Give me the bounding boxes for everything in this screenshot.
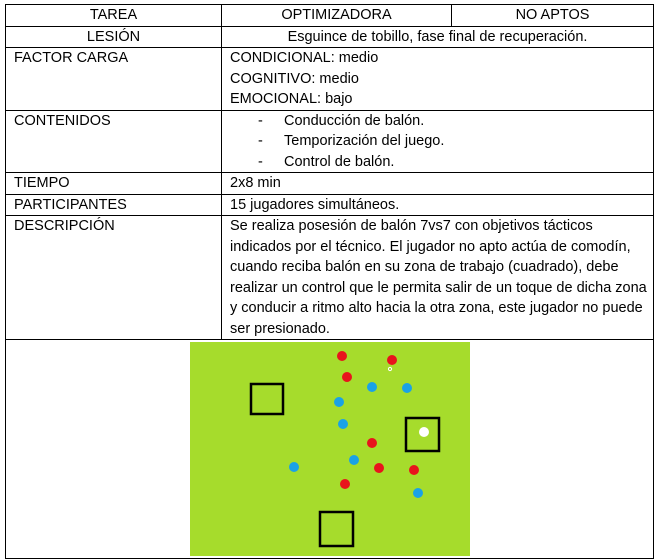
player-red (409, 465, 419, 475)
contenidos-list (230, 111, 653, 173)
player-blue (367, 382, 377, 392)
player-red (374, 463, 384, 473)
ball (419, 427, 429, 437)
header-row (6, 5, 654, 27)
factor-carga-label: FACTOR CARGA (6, 48, 222, 111)
pitch-field (190, 342, 470, 556)
list-item (258, 152, 653, 173)
lesion-value: Esguince de tobillo, fase final de recuperación. (222, 26, 654, 48)
task-sheet (5, 4, 654, 559)
player-red (342, 372, 352, 382)
participantes-value: 15 jugadores simultáneos. (222, 194, 654, 216)
contenidos-label: CONTENIDOS (6, 110, 222, 173)
task-type: OPTIMIZADORA (222, 5, 452, 27)
player-blue (402, 383, 412, 393)
player-blue (349, 455, 359, 465)
player-red (340, 479, 350, 489)
bullet-dash: - (258, 133, 263, 149)
factor-carga-values (222, 48, 654, 111)
tiempo-row (6, 173, 654, 195)
player-blue (289, 462, 299, 472)
tiempo-label: TIEMPO (6, 173, 222, 195)
descripcion-value: Se realiza posesión de balón 7vs7 con objetivos tácticos indicados por el técnico. El jugador no apto actúa de comodín, cuando reciba balón en su zona de trabajo (cuadrado), debe realizar un control que le permita salir de un toque de dicha zona y conducir a ritmo alto hacia la otra zona, este jugador no puede ser presionado. (222, 216, 654, 340)
player-red (367, 438, 377, 448)
diagram-row (6, 340, 654, 559)
diagram-cell (6, 340, 654, 559)
bullet-dash: - (258, 112, 263, 129)
list-item (258, 131, 653, 152)
contenido-text: Control de balón. (284, 153, 395, 170)
lesion-label: LESIÓN (6, 26, 222, 48)
contenidos-row (6, 110, 654, 173)
factor-condicional: CONDICIONAL: medio (230, 50, 379, 66)
player-blue (334, 397, 344, 407)
descripcion-label: DESCRIPCIÓN (6, 216, 222, 340)
contenido-text: Temporización del juego. (284, 133, 445, 149)
factor-cognitivo: COGNITIVO: medio (230, 70, 359, 87)
tarea-header: TAREA (6, 5, 222, 27)
contenido-text: Conducción de balón. (284, 112, 425, 129)
pitch-diagram (190, 342, 470, 556)
bullet-dash: - (258, 153, 263, 170)
factor-carga-row (6, 48, 654, 111)
contenidos-values (222, 110, 654, 173)
group-type: NO APTOS (452, 5, 654, 27)
list-item (258, 111, 653, 132)
factor-emocional: EMOCIONAL: bajo (230, 91, 353, 107)
player-red (337, 351, 347, 361)
participantes-row (6, 194, 654, 216)
lesion-row (6, 26, 654, 48)
descripcion-row (6, 216, 654, 340)
player-blue (338, 419, 348, 429)
participantes-label: PARTICIPANTES (6, 194, 222, 216)
player-red (387, 355, 397, 365)
player-blue (413, 488, 423, 498)
tiempo-value: 2x8 min (222, 173, 654, 195)
